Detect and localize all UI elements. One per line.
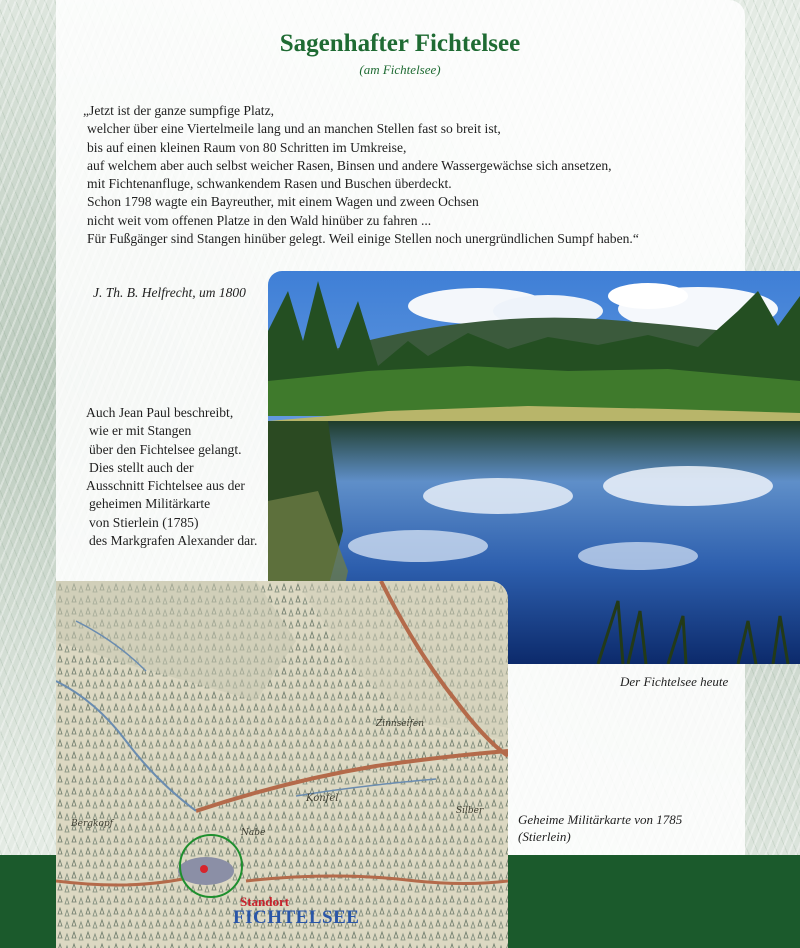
page-title: Sagenhafter Fichtelsee — [279, 30, 521, 57]
side-text-block — [86, 404, 266, 550]
side-text-line: geheimen Militärkarte — [89, 496, 211, 512]
quote-line: „Jetzt ist der ganze sumpfige Platz, — [83, 103, 275, 118]
quote-line: mit Fichtenanfluge, schwankendem Rasen und Buschen überdeckt. — [87, 176, 452, 192]
quote-line: welcher über eine Viertelmeile lang und an manchen Stellen fast so breit ist, — [87, 121, 501, 137]
quote-line: Schon 1798 wagte ein Bayreuther, mit einem Wagen und zween Ochsen — [87, 194, 479, 210]
map-caption-line: Geheime Militärkarte von 1785 — [518, 812, 683, 827]
standort-label: Standort — [240, 894, 290, 909]
map-caption — [518, 811, 738, 845]
quote-line: Für Fußgänger sind Stangen hinüber gelegt. Weil einige Stellen noch unergründlichen Sumpf haben.“ — [87, 231, 639, 247]
photo-caption: Der Fichtelsee heute — [620, 674, 729, 689]
side-text-line: Auch Jean Paul beschreibt, — [86, 405, 234, 420]
side-text-line: wie er mit Stangen — [89, 423, 192, 439]
svg-text:Bergkopf: Bergkopf — [71, 819, 113, 829]
location-marker-icon — [179, 834, 243, 898]
svg-text:Zinnseifen: Zinnseifen — [376, 719, 425, 729]
historical-map — [56, 581, 508, 948]
svg-text:Konfel: Konfel — [306, 793, 339, 804]
svg-text:Nabe: Nabe — [241, 828, 266, 838]
side-text-line: des Markgrafen Alexander dar. — [89, 533, 258, 549]
side-text-line: von Stierlein (1785) — [89, 514, 199, 530]
quote-line: bis auf einen kleinen Raum von 80 Schritten im Umkreise, — [87, 139, 407, 155]
quote-block — [83, 102, 723, 248]
quote-author: J. Th. B. Helfrecht, um 1800 — [93, 285, 246, 300]
side-text-line: Dies stellt auch der — [89, 459, 194, 475]
side-text-line: über den Fichtelsee gelangt. — [89, 441, 242, 457]
quote-line: nicht weit vom offenen Platze in den Wald hinüber zu fahren ... — [87, 212, 432, 228]
standort-name: FICHTELSEE — [233, 907, 360, 928]
side-text-line: Ausschnitt Fichtelsee aus der — [86, 478, 245, 494]
quote-line: auf welchem aber auch selbst weicher Rasen, Binsen und andere Wassergewächse sich ansetzen, — [87, 157, 612, 173]
page-subtitle: (am Fichtelsee) — [359, 62, 441, 77]
svg-text:Silber: Silber — [456, 806, 484, 816]
map-caption-line: (Stierlein) — [518, 829, 571, 844]
